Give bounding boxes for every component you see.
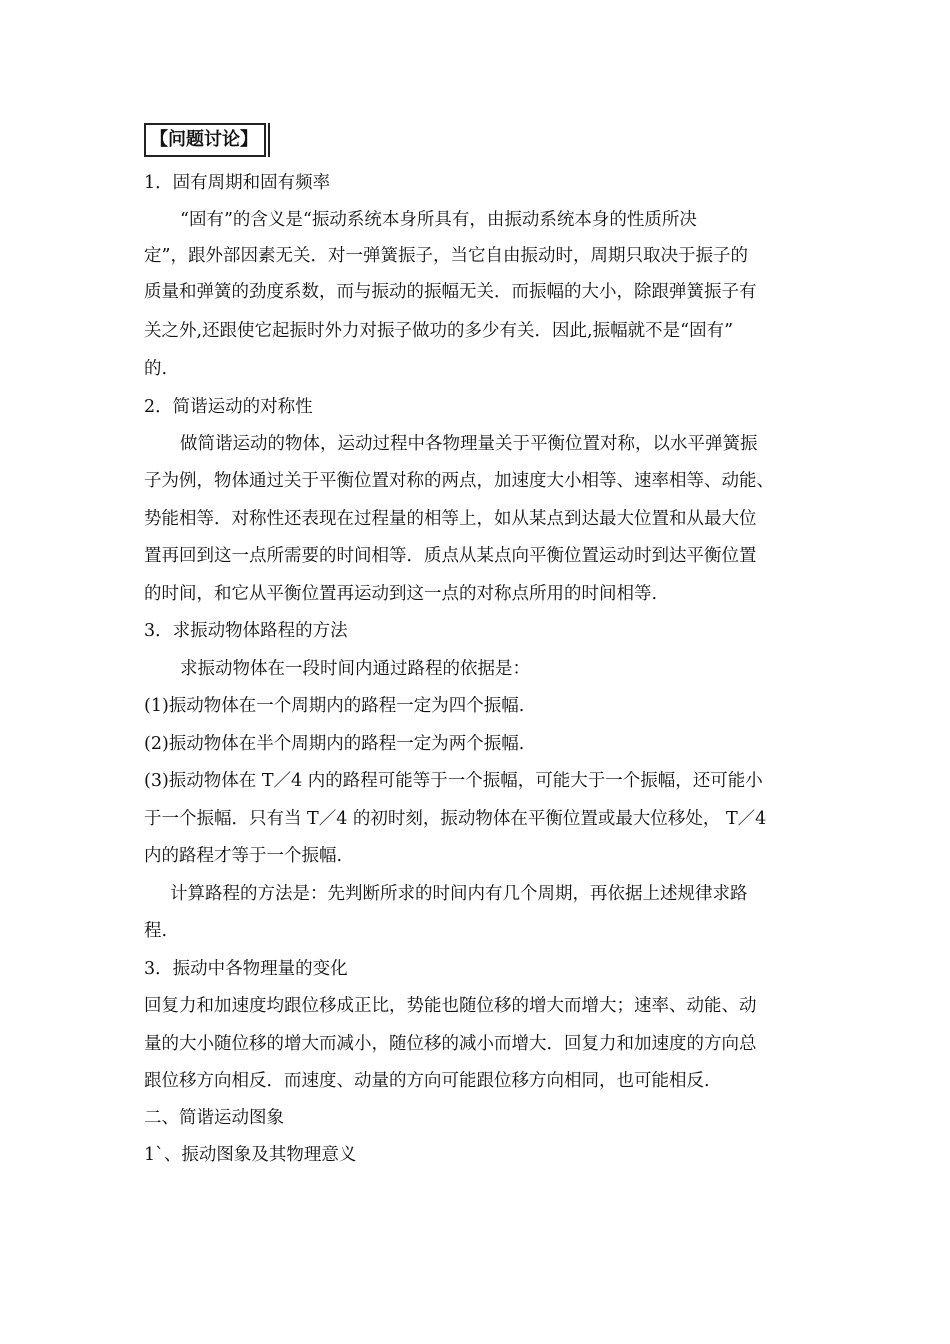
list-item: (1)振动物体在一个周期内的路程一定为四个振幅. — [144, 696, 525, 716]
paragraph-line: 的. — [144, 359, 168, 379]
heading-2: 2．简谐运动的对称性 — [144, 397, 313, 417]
paragraph-line: “固有”的含义是“振动系统本身所具有，由振动系统本身的性质所决 — [180, 210, 697, 230]
heading-4: 3．振动中各物理量的变化 — [144, 959, 348, 979]
section-title: 【问题讨论】 — [144, 123, 266, 157]
heading-1: 1．固有周期和固有频率 — [144, 173, 331, 193]
paragraph-line: 量的大小随位移的增大而减小，随位移的减小而增大．回复力和加速度的方向总 — [144, 1034, 757, 1054]
heading-6: 1`、振动图象及其物理意义 — [144, 1145, 357, 1165]
paragraph-line: 子为例，物体通过关于平衡位置对称的两点，加速度大小相等、速率相等、动能、 — [144, 471, 774, 491]
paragraph-line: 程. — [144, 921, 168, 941]
list-item: (3)振动物体在 T／4 内的路程可能等于一个振幅，可能大于一个振幅，还可能小 — [144, 771, 763, 791]
paragraph-line: 置再回到这一点所需要的时间相等．质点从某点向平衡位置运动时到达平衡位置 — [144, 546, 757, 566]
paragraph-line: 定”，跟外部因素无关．对一弹簧振子，当它自由振动时，周期只取决于振子的 — [144, 246, 748, 266]
list-item: (2)振动物体在半个周期内的路程一定为两个振幅. — [144, 734, 525, 754]
paragraph-line: 计算路程的方法是：先判断所求的时间内有几个周期，再依据上述规律求路 — [170, 884, 748, 904]
paragraph-line: 跟位移方向相反．而速度、动量的方向可能跟位移方向相同，也可能相反. — [144, 1071, 710, 1091]
paragraph-line: 关之外,还跟使它起振时外力对振子做功的多少有关．因此,振幅就不是“固有” — [144, 321, 734, 341]
paragraph-line: 质量和弹簧的劲度系数，而与振动的振幅无关．而振幅的大小，除跟弹簧振子有 — [144, 282, 757, 302]
paragraph-line: 于一个振幅．只有当 T／4 的初时刻，振动物体在平衡位置或最大位移处， T／4 — [144, 809, 767, 829]
paragraph-line: 的时间，和它从平衡位置再运动到这一点的对称点所用的时间相等. — [144, 584, 658, 604]
paragraph-line: 求振动物体在一段时间内通过路程的依据是： — [180, 659, 530, 679]
heading-5: 二、简谐运动图象 — [144, 1108, 284, 1128]
paragraph-line: 回复力和加速度均跟位移成正比，势能也随位移的增大而增大；速率、动能、动 — [144, 996, 757, 1016]
paragraph-line: 势能相等．对称性还表现在过程量的相等上，如从某点到达最大位置和从最大位 — [144, 509, 757, 529]
paragraph-line: 做简谐运动的物体，运动过程中各物理量关于平衡位置对称，以水平弹簧振 — [180, 434, 758, 454]
heading-3: 3．求振动物体路程的方法 — [144, 621, 348, 641]
paragraph-line: 内的路程才等于一个振幅. — [144, 846, 343, 866]
